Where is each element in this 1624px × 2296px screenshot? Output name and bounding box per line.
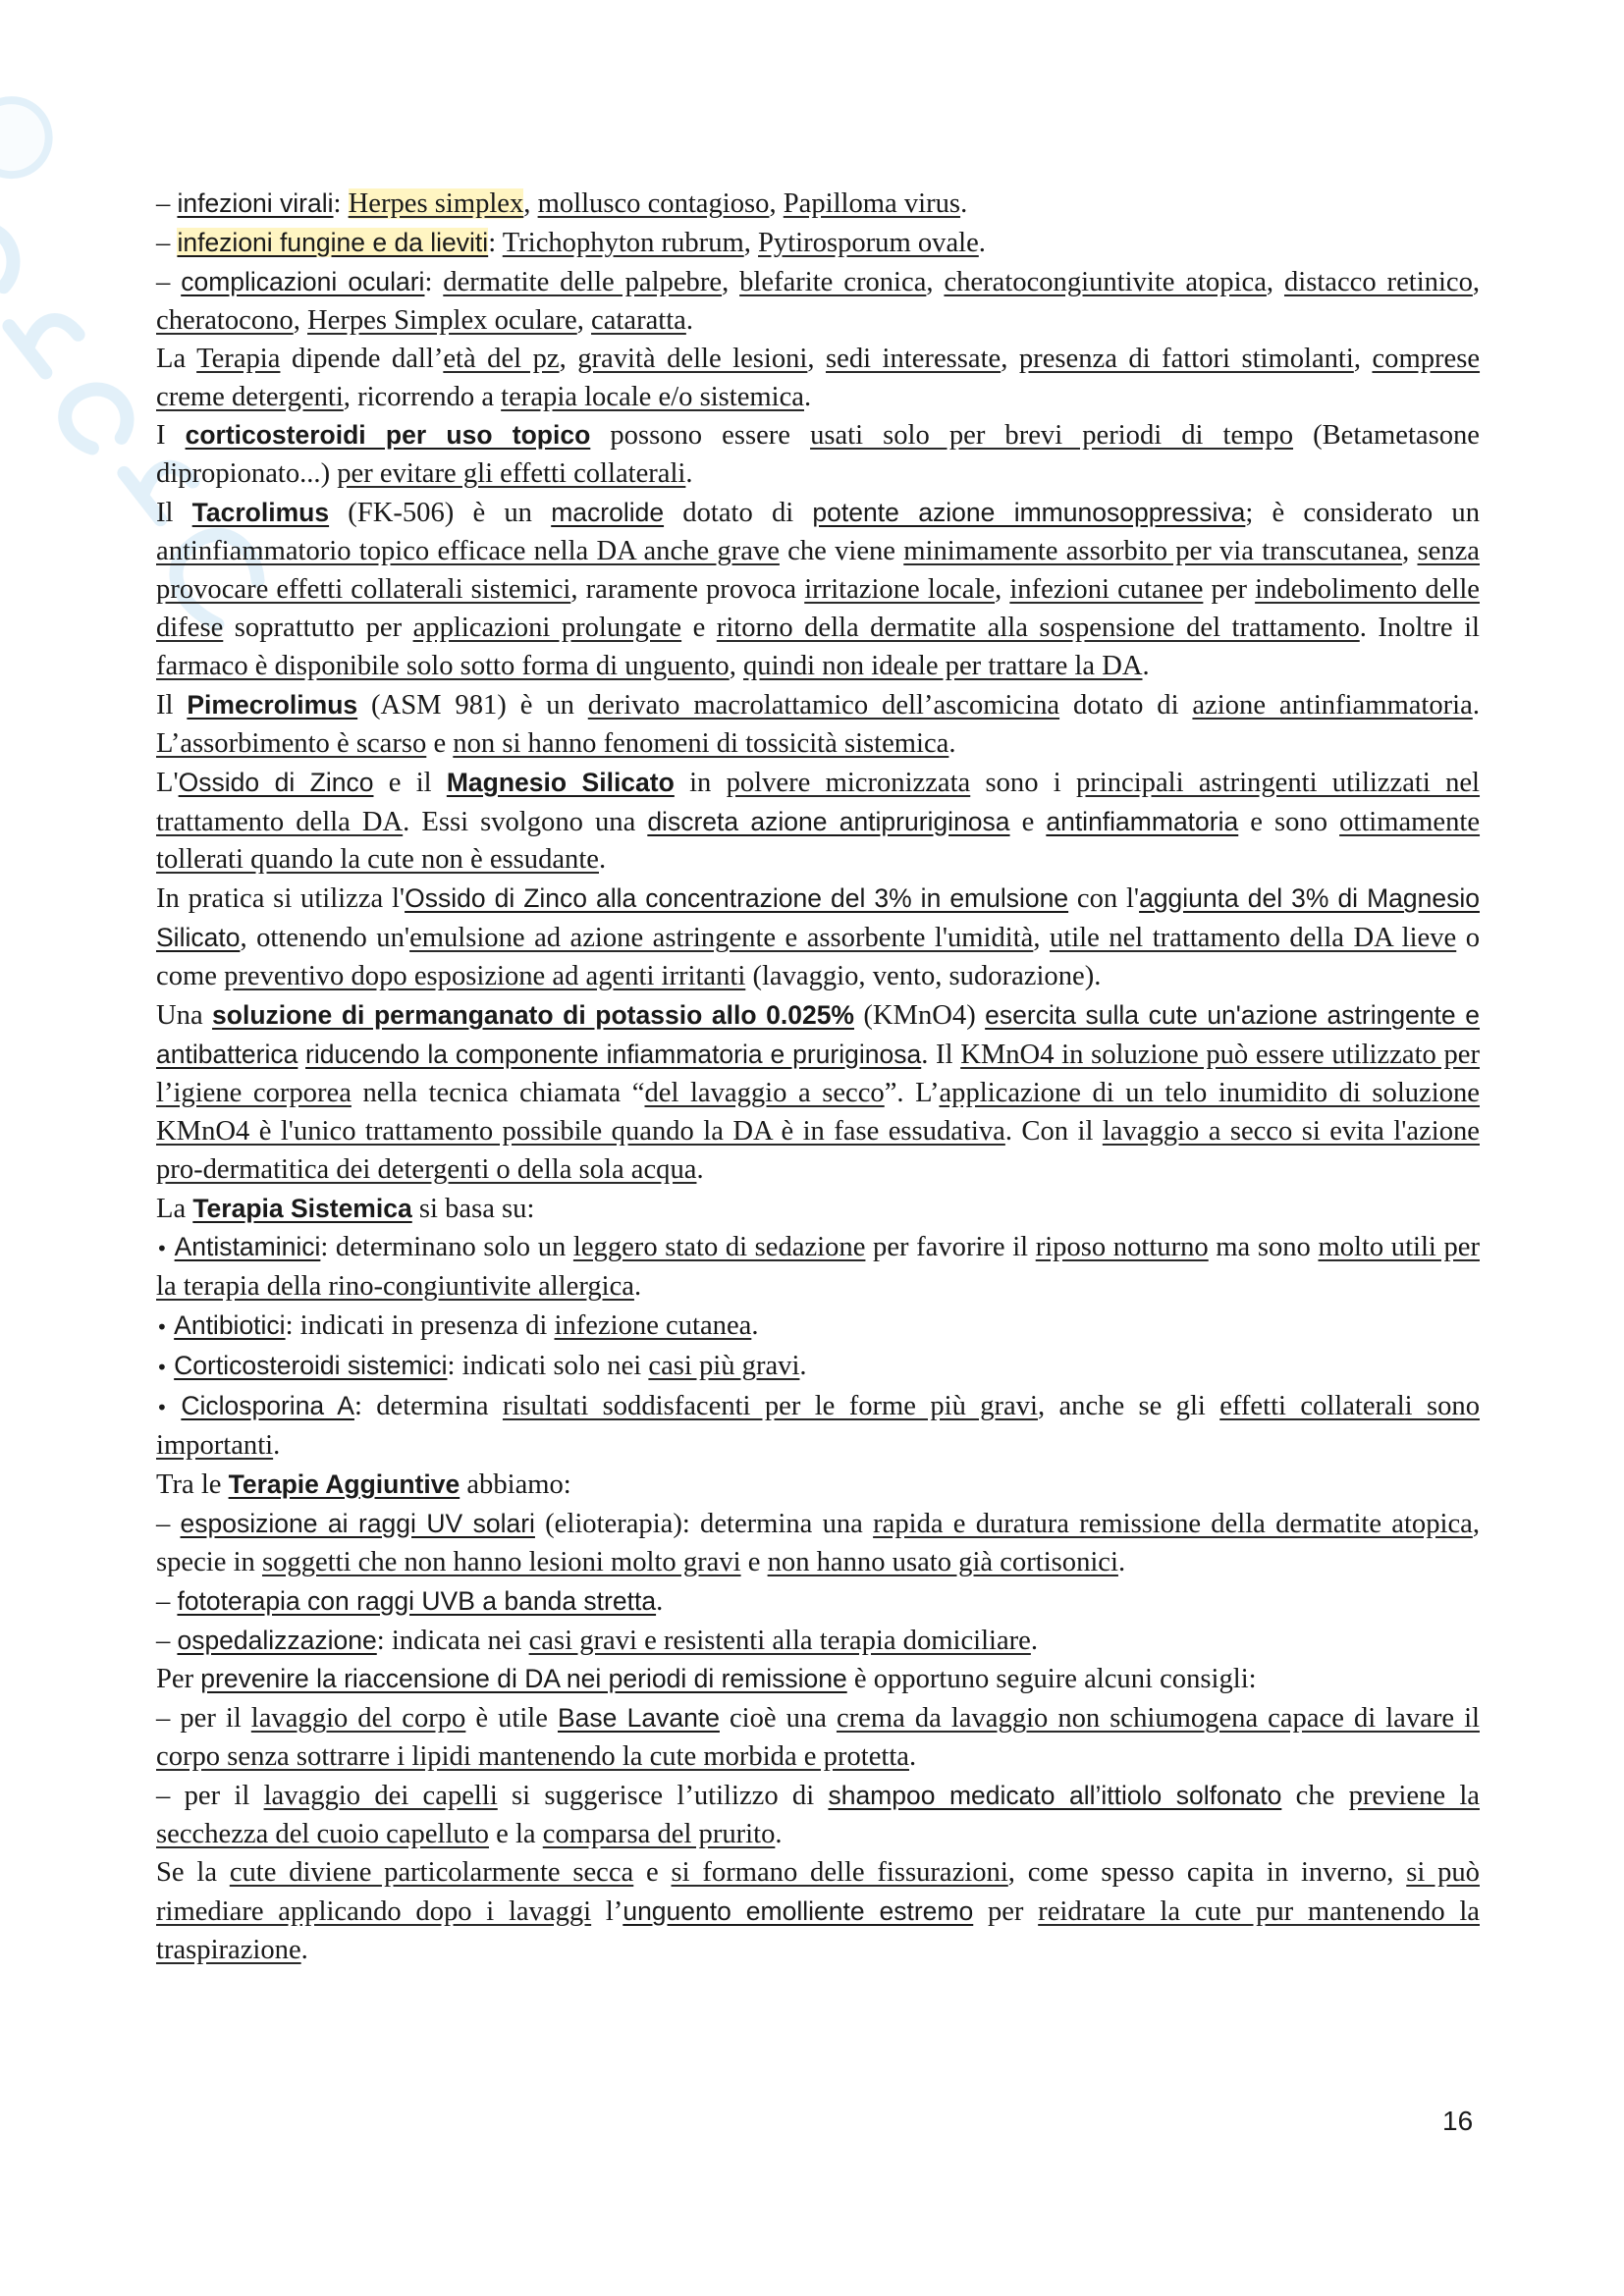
paragraph	[156, 996, 1480, 1190]
emphasized-text: per evitare gli effetti collaterali	[337, 458, 686, 490]
emphasized-text: Corticosteroidi sistemici	[174, 1351, 448, 1381]
text-run: .	[1472, 689, 1480, 721]
emphasized-text: potente azione immunosoppressiva	[812, 498, 1246, 528]
paragraph	[156, 263, 1480, 341]
emphasized-text: non hanno usato già cortisonici	[767, 1546, 1118, 1577]
emphasized-text: applicazioni prolungate	[412, 612, 682, 643]
paragraph	[156, 185, 1480, 224]
text-run: .	[775, 1819, 783, 1850]
text-run: L'	[156, 767, 179, 798]
paragraph	[156, 1347, 1480, 1387]
paragraph	[156, 686, 1480, 764]
text-run: : determina	[353, 1391, 503, 1422]
emphasized-text: sedi interessate	[826, 343, 1001, 374]
emphasized-text: dermatite delle palpebre	[443, 266, 723, 297]
emphasized-text: Terapie Aggiuntive	[228, 1468, 460, 1499]
emphasized-text: crema da lavaggio non schiumogena capace di lavare il corpo senza sottrarre i lipidi mantenendo la cute morbida e protetta	[156, 1703, 1480, 1773]
emphasized-text: cataratta	[591, 304, 686, 336]
text-run: (elioterapia): determina una	[534, 1508, 874, 1539]
text-run: .	[1142, 650, 1150, 681]
paragraph	[156, 764, 1480, 881]
text-run: con l'	[1068, 883, 1140, 915]
emphasized-text: aggiunta del 3% di Magnesio Silicato	[156, 883, 1480, 953]
emphasized-text: Herpes simplex	[348, 188, 524, 219]
emphasized-text: infezione cutanea	[554, 1310, 752, 1342]
text-run: (ASM 981) è un	[357, 689, 588, 721]
text-run: e il	[373, 767, 447, 798]
text-run: ”. L’	[884, 1077, 940, 1108]
text-run: :	[424, 266, 444, 297]
text-run: , ricorrendo a	[343, 381, 502, 412]
text-run: .	[685, 458, 693, 490]
text-run: ,	[1001, 343, 1019, 374]
text-run: ,	[559, 343, 578, 374]
text-run: ,	[1353, 343, 1373, 374]
text-run: e	[1009, 806, 1047, 837]
emphasized-text: Papilloma virus	[783, 188, 961, 219]
text-run: , anche se gli	[1037, 1391, 1220, 1422]
paragraph	[156, 416, 1480, 494]
emphasized-text: complicazioni oculari	[181, 266, 425, 296]
emphasized-text: Antibiotici	[174, 1310, 286, 1341]
text-run	[298, 1040, 305, 1070]
text-run: ,	[722, 266, 740, 297]
text-run: ,	[743, 227, 759, 258]
emphasized-text: Terapia Sistemica	[192, 1193, 412, 1223]
emphasized-text: prevenire la riaccensione di DA nei periodi di remissione	[200, 1664, 847, 1694]
text-run: abbiamo:	[460, 1468, 571, 1500]
paragraph	[156, 1190, 1480, 1229]
text-run: l’	[591, 1896, 623, 1927]
text-run: dipende dall’	[280, 343, 444, 374]
emphasized-text: effetti collaterali sono importanti	[156, 1391, 1480, 1461]
emphasized-text: ospedalizzazione	[177, 1625, 377, 1655]
text-run: . Inoltre il	[1359, 612, 1480, 643]
emphasized-text: antinfiammatoria	[1046, 806, 1239, 836]
text-run: ; è considerato un	[1245, 498, 1480, 529]
text-run: . Essi svolgono una	[403, 806, 648, 837]
emphasized-text: età del pz	[443, 343, 560, 374]
text-run: .	[751, 1310, 759, 1342]
text-run: ,	[1266, 266, 1284, 297]
text-run: – per il	[156, 1703, 251, 1735]
text-run: In pratica si utilizza l'	[156, 883, 406, 915]
emphasized-text: Terapia	[196, 343, 281, 374]
text-run: . Il	[921, 1039, 961, 1070]
emphasized-text: casi gravi e resistenti alla terapia domiciliare	[528, 1625, 1031, 1656]
emphasized-text: azione antinfiammatoria	[1192, 689, 1473, 721]
text-run: .	[1030, 1625, 1039, 1656]
text-run: possono essere	[590, 420, 811, 452]
text-run: è utile	[465, 1703, 558, 1735]
paragraph	[156, 341, 1480, 417]
emphasized-text: farmaco è disponibile solo sotto forma di unguento	[156, 650, 730, 681]
emphasized-text: riposo notturno	[1035, 1232, 1209, 1263]
emphasized-text: infezioni fungine e da lieviti	[177, 227, 489, 257]
emphasized-text: utile nel trattamento della DA lieve	[1050, 923, 1457, 954]
text-run: è opportuno seguire alcuni consigli:	[846, 1664, 1257, 1695]
text-run: .	[633, 1271, 642, 1303]
text-run: .	[273, 1430, 281, 1461]
paragraph	[156, 1582, 1480, 1622]
emphasized-text: soluzione di permanganato di potassio allo 0.025%	[212, 1000, 854, 1031]
emphasized-text: esposizione ai raggi UV solari	[180, 1508, 535, 1538]
emphasized-text: comprese creme detergenti	[156, 343, 1481, 412]
text-run: o come	[156, 923, 1481, 992]
text-run: :	[488, 227, 503, 258]
emphasized-text: Ciclosporina A	[181, 1391, 354, 1421]
emphasized-text: si può rimediare applicando dopo i lavaggi	[156, 1856, 1480, 1927]
paragraph	[156, 1854, 1480, 1970]
text-run: si basa su:	[411, 1193, 535, 1224]
emphasized-text: indebolimento delle difese	[156, 574, 1480, 643]
emphasized-text: mollusco contagioso	[537, 188, 770, 219]
emphasized-text: rapida e duratura remissione della dermatite atopica	[873, 1508, 1473, 1539]
paragraph	[156, 880, 1480, 996]
emphasized-text: molto utili per la terapia della rino-congiuntivite allergica	[156, 1232, 1480, 1303]
text-run: .	[685, 304, 694, 336]
emphasized-text: previene la secchezza del cuoio capelluto	[156, 1781, 1480, 1850]
text-run: e	[633, 1856, 672, 1888]
text-run: :	[333, 188, 349, 219]
emphasized-text: lavaggio a secco si evita l'azione pro-dermatitica dei detergenti o della sola acqua	[156, 1115, 1480, 1185]
text-run: (FK-506) è un	[329, 498, 552, 529]
emphasized-text: Tacrolimus	[191, 498, 330, 528]
emphasized-text: •	[156, 1396, 182, 1420]
emphasized-text: ottimamente tollerati quando la cute non è essudante	[156, 806, 1481, 876]
text-run: nella tecnica chiamata “	[351, 1077, 645, 1108]
emphasized-text: riducendo la componente infiammatoria e pruriginosa	[305, 1039, 922, 1069]
emphasized-text: presenza di fattori stimolanti	[1018, 343, 1354, 374]
emphasized-text: derivato macrolattamico dell’ascomicina	[587, 689, 1060, 721]
text-run: ,	[807, 343, 827, 374]
emphasized-text: •	[156, 1237, 175, 1261]
emphasized-text: Antistaminici	[174, 1232, 321, 1262]
text-run: : determinano solo un	[320, 1232, 573, 1263]
text-run: ,	[523, 188, 538, 219]
text-run: dotato di	[664, 498, 813, 529]
paragraph	[156, 224, 1480, 263]
text-run: soprattutto per	[223, 612, 413, 643]
text-run: ,	[1402, 536, 1418, 567]
emphasized-text: distacco retinico	[1283, 266, 1473, 297]
text-run: dotato di	[1059, 689, 1193, 721]
emphasized-text: principali astringenti utilizzati nel trattamento della DA	[156, 767, 1481, 837]
text-run: per	[973, 1896, 1039, 1927]
text-run: ,	[576, 304, 592, 336]
text-run: e	[740, 1546, 768, 1577]
text-run: ,	[1472, 266, 1481, 297]
emphasized-text: applicazione di un telo inumidito di soluzione KMnO4 è l'unico trattamento possibile quando la DA è in fase essudativa	[156, 1077, 1480, 1147]
emphasized-text: del lavaggio a secco	[644, 1077, 885, 1108]
emphasized-text: minimamente assorbito per via transcutanea	[903, 536, 1403, 567]
text-run: Se la	[156, 1856, 230, 1888]
document-body	[156, 185, 1480, 1970]
text-run: .	[599, 844, 607, 876]
text-run: e	[426, 727, 454, 759]
text-run: (Betametasone dipropionato...)	[156, 420, 1480, 490]
emphasized-text: casi più gravi	[648, 1351, 800, 1382]
paragraph	[156, 1660, 1480, 1699]
text-run: –	[156, 1508, 181, 1539]
text-run: – per il	[156, 1781, 264, 1812]
text-run: –	[156, 1585, 178, 1617]
emphasized-text: Pytirosporum ovale	[758, 227, 979, 258]
text-run: si suggerisce l’utilizzo di	[497, 1781, 829, 1812]
text-run: .	[804, 381, 812, 412]
emphasized-text: ritorno della dermatite alla sospensione del trattamento	[716, 612, 1360, 643]
emphasized-text: esercita sulla cute un'azione astringente e antibatterica	[156, 1000, 1480, 1069]
text-run: .	[978, 227, 986, 258]
text-run: : indicati solo nei	[447, 1351, 649, 1382]
emphasized-text: corticosteroidi per uso topico	[185, 420, 591, 451]
text-run: .	[696, 1153, 704, 1185]
text-run: cioè una	[719, 1703, 837, 1735]
paragraph	[156, 1699, 1480, 1777]
emphasized-text: reidratare la cute pur mantenendo la traspirazione	[156, 1896, 1480, 1965]
emphasized-text: non si hanno fenomeni di tossicità sistemica	[453, 727, 949, 759]
text-run: sono i	[970, 767, 1076, 798]
emphasized-text: risultati soddisfacenti per le forme più gravi	[502, 1391, 1038, 1422]
emphasized-text: preventivo dopo esposizione ad agenti irritanti	[224, 961, 746, 992]
emphasized-text: L’assorbimento è scarso	[156, 727, 427, 759]
paragraph	[156, 1777, 1480, 1854]
text-run: , ottenendo un'	[240, 923, 410, 954]
emphasized-text: gravità delle lesioni	[577, 343, 808, 374]
text-run: ma sono	[1208, 1232, 1319, 1263]
text-run: La	[156, 1193, 193, 1224]
text-run: ,	[729, 650, 743, 681]
text-run: , specie in	[156, 1508, 1480, 1577]
text-run: : indicati in presenza di	[285, 1310, 555, 1342]
text-run: –	[156, 266, 182, 297]
emphasized-text: Ossido di Zinco	[178, 767, 374, 797]
emphasized-text: leggero stato di sedazione	[572, 1232, 866, 1263]
text-run: ,	[293, 304, 308, 336]
text-run: , come spesso capita in inverno,	[1007, 1856, 1407, 1888]
text-run: e sono	[1238, 806, 1340, 837]
text-run: .	[960, 188, 968, 219]
emphasized-text: cute diviene particolarmente secca	[229, 1856, 634, 1888]
emphasized-text: lavaggio del corpo	[250, 1703, 466, 1735]
emphasized-text: Pimecrolimus	[187, 689, 358, 720]
emphasized-text: macrolide	[551, 498, 665, 528]
emphasized-text: KMnO4 in soluzione può essere utilizzato per l’igiene corporea	[156, 1039, 1480, 1108]
emphasized-text: infezioni cutanee	[1009, 574, 1204, 606]
text-run: e la	[488, 1819, 543, 1850]
text-run: .	[300, 1934, 308, 1965]
text-run: ,	[1033, 923, 1050, 954]
emphasized-text: quindi non ideale per trattare la DA	[742, 650, 1143, 681]
emphasized-text: senza provocare effetti collaterali sistemici	[156, 536, 1480, 606]
text-run: : indicata nei	[376, 1625, 529, 1656]
text-run: ,	[769, 188, 784, 219]
text-run: –	[156, 188, 178, 219]
emphasized-text: Ossido di Zinco alla concentrazione del 3% in emulsione	[405, 883, 1069, 914]
page-number: 16	[1442, 2106, 1474, 2136]
emphasized-text: blefarite cronica	[739, 266, 927, 297]
text-run: Una	[156, 1000, 213, 1032]
text-run: in	[674, 767, 727, 798]
emphasized-text: comparsa del prurito	[542, 1819, 776, 1850]
text-run: Il	[156, 689, 188, 721]
text-run: che	[1281, 1781, 1349, 1812]
emphasized-text: Magnesio Silicato	[446, 767, 675, 797]
text-run: per	[1203, 574, 1256, 606]
emphasized-text: si formano delle fissurazioni	[671, 1856, 1008, 1888]
emphasized-text: soggetti che non hanno lesioni molto gravi	[261, 1546, 741, 1577]
text-run: , raramente provoca	[570, 574, 805, 606]
paragraph	[156, 494, 1480, 686]
emphasized-text: cheratocongiuntivite atopica	[944, 266, 1267, 297]
text-run: e	[681, 612, 717, 643]
text-run: .	[948, 727, 956, 759]
text-run: I	[156, 420, 186, 452]
text-run: .	[1117, 1546, 1126, 1577]
emphasized-text: Trichophyton rubrum	[502, 227, 744, 258]
text-run: Tra le	[156, 1468, 229, 1500]
emphasized-text: antinfiammatorio topico efficace nella DA anche grave	[156, 536, 780, 567]
paragraph	[156, 1228, 1480, 1307]
text-run: –	[156, 227, 178, 258]
emphasized-text: unguento emolliente estremo	[623, 1896, 974, 1926]
text-run: che viene	[779, 536, 904, 567]
text-run: per favorire il	[865, 1232, 1036, 1263]
emphasized-text: polvere micronizzata	[726, 767, 971, 798]
paragraph	[156, 1505, 1480, 1582]
emphasized-text: Herpes Simplex oculare	[307, 304, 577, 336]
emphasized-text: fototerapia con raggi UVB a banda stretta	[177, 1585, 657, 1616]
emphasized-text: emulsione ad azione astringente e assorbente l'umidità	[409, 923, 1034, 954]
text-run: La	[156, 343, 197, 374]
emphasized-text: irritazione locale	[804, 574, 996, 606]
paragraph	[156, 1466, 1480, 1505]
emphasized-text: •	[156, 1356, 175, 1380]
text-run: Per	[156, 1664, 201, 1695]
text-run: .	[908, 1741, 917, 1773]
text-run: ,	[995, 574, 1010, 606]
emphasized-text: cheratocono	[156, 304, 294, 336]
text-run: . Con il	[1004, 1115, 1103, 1147]
text-run: .	[799, 1351, 807, 1382]
emphasized-text: infezioni virali	[177, 188, 334, 218]
emphasized-text: discreta azione antipruriginosa	[647, 806, 1010, 836]
text-run: Il	[156, 498, 192, 529]
emphasized-text: shampoo medicato all’ittiolo solfonato	[828, 1781, 1282, 1811]
text-run: (KMnO4)	[854, 1000, 986, 1032]
emphasized-text: •	[156, 1315, 175, 1340]
paragraph	[156, 1387, 1480, 1466]
text-run: .	[656, 1585, 664, 1617]
text-run: –	[156, 1625, 178, 1656]
emphasized-text: lavaggio dei capelli	[263, 1781, 498, 1812]
text-run: ,	[926, 266, 945, 297]
paragraph	[156, 1307, 1480, 1347]
emphasized-text: Base Lavante	[557, 1703, 720, 1734]
emphasized-text: usati solo per brevi periodi di tempo	[810, 420, 1294, 452]
text-run: (lavaggio, vento, sudorazione).	[745, 961, 1102, 992]
paragraph	[156, 1622, 1480, 1661]
emphasized-text: terapia locale e/o sistemica	[501, 381, 804, 412]
